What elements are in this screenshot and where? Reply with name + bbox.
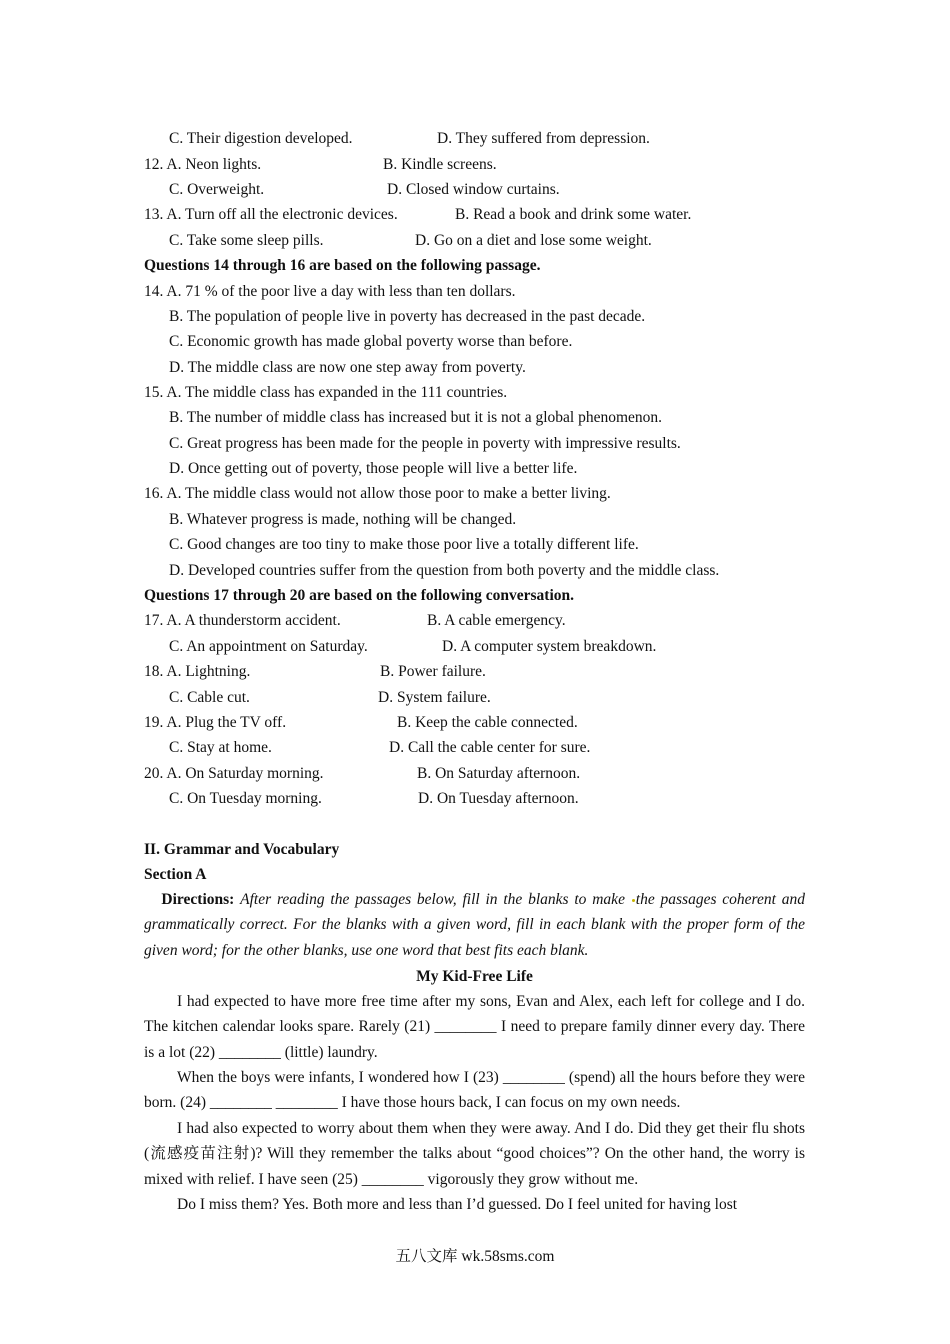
section-title-grammar-vocabulary: II. Grammar and Vocabulary bbox=[144, 841, 340, 858]
q20-option-d: D. On Tuesday afternoon. bbox=[418, 790, 579, 807]
directions-text-1: After reading the passages below, fill in the blanks to make bbox=[240, 891, 625, 908]
q17-option-c: C. An appointment on Saturday. bbox=[169, 638, 368, 655]
q13-option-a: 13. A. Turn off all the electronic devices. bbox=[144, 206, 398, 223]
q12-option-d: D. Closed window curtains. bbox=[387, 181, 560, 198]
q20-option-c: C. On Tuesday morning. bbox=[169, 790, 322, 807]
q11-option-d: D. They suffered from depression. bbox=[437, 130, 650, 147]
paragraph-2-text: When the boys were infants, I wondered how I (23) ________ (spend) all the hours before they were born. (24) ________ ________ I have those hours back, I can focus on my own needs. bbox=[144, 1069, 805, 1112]
q12-option-a: 12. A. Neon lights. bbox=[144, 156, 262, 173]
marker-dot-icon bbox=[632, 899, 635, 902]
q13-option-c: C. Take some sleep pills. bbox=[169, 232, 324, 249]
q15-option-b: B. The number of middle class has increased but it is not a global phenomenon. bbox=[169, 409, 663, 426]
passage-paragraph-1 bbox=[144, 989, 805, 1065]
q20-option-a: 20. A. On Saturday morning. bbox=[144, 765, 324, 782]
q18-option-a: 18. A. Lightning. bbox=[144, 663, 251, 680]
q19-option-d: D. Call the cable center for sure. bbox=[389, 739, 591, 756]
q12-option-c: C. Overweight. bbox=[169, 181, 265, 198]
q19-option-c: C. Stay at home. bbox=[169, 739, 272, 756]
heading-questions-14-16: Questions 14 through 16 are based on the following passage. bbox=[144, 257, 541, 274]
directions-text-2: the passages coherent and grammatically correct. For the blanks with a given word, fill in each blank with the proper form of the given word; for the other blanks, use one word that best fits each blank. bbox=[144, 891, 805, 959]
page-footer: 五八文库 wk.58sms.com bbox=[395, 1248, 555, 1265]
q15-option-d: D. Once getting out of poverty, those people will live a better life. bbox=[169, 460, 578, 477]
q20-option-b: B. On Saturday afternoon. bbox=[417, 765, 581, 782]
q16-option-b: B. Whatever progress is made, nothing will be changed. bbox=[169, 511, 517, 528]
q15-option-a: 15. A. The middle class has expanded in the 111 countries. bbox=[144, 384, 508, 401]
directions-label: Directions: bbox=[161, 891, 235, 908]
q13-option-b: B. Read a book and drink some water. bbox=[455, 206, 692, 223]
q11-option-c: C. Their digestion developed. bbox=[169, 130, 353, 147]
q16-option-a: 16. A. The middle class would not allow those poor to make a better living. bbox=[144, 485, 611, 502]
passage-paragraph-3 bbox=[144, 1116, 805, 1192]
directions-paragraph bbox=[144, 887, 805, 963]
q18-option-d: D. System failure. bbox=[378, 689, 491, 706]
q12-option-b: B. Kindle screens. bbox=[383, 156, 497, 173]
q18-option-b: B. Power failure. bbox=[380, 663, 486, 680]
paragraph-4-text: Do I miss them? Yes. Both more and less than I’d guessed. Do I feel united for having lost bbox=[177, 1196, 738, 1213]
q19-option-a: 19. A. Plug the TV off. bbox=[144, 714, 287, 731]
q13-option-d: D. Go on a diet and lose some weight. bbox=[415, 232, 652, 249]
q17-option-d: D. A computer system breakdown. bbox=[442, 638, 657, 655]
q17-option-b: B. A cable emergency. bbox=[427, 612, 566, 629]
q14-option-d: D. The middle class are now one step away from poverty. bbox=[169, 359, 526, 376]
q15-option-c: C. Great progress has been made for the people in poverty with impressive results. bbox=[169, 435, 681, 452]
paragraph-3-text: I had also expected to worry about them when they were away. And I do. Did they get their flu shots (流感疫苗注射)? Will they remember the talks about “good choices”? On the other hand, the worry is mixed with relief. I have seen (25) ________ vigorously they grow without me. bbox=[144, 1120, 805, 1188]
passage-paragraph-2 bbox=[144, 1065, 805, 1116]
q19-option-b: B. Keep the cable connected. bbox=[397, 714, 578, 731]
q14-option-a: 14. A. 71 % of the poor live a day with less than ten dollars. bbox=[144, 283, 516, 300]
heading-questions-17-20: Questions 17 through 20 are based on the following conversation. bbox=[144, 587, 575, 604]
paragraph-1-text: I had expected to have more free time after my sons, Evan and Alex, each left for college and I do. The kitchen calendar looks spare. Rarely (21) ________ I need to prepare family dinner every day. There is a lot (22) ________ (little) laundry. bbox=[144, 993, 805, 1061]
section-a-heading: Section A bbox=[144, 866, 207, 883]
q14-option-c: C. Economic growth has made global poverty worse than before. bbox=[169, 333, 573, 350]
passage-title: My Kid-Free Life bbox=[416, 968, 533, 985]
q16-option-d: D. Developed countries suffer from the question from both poverty and the middle class. bbox=[169, 562, 720, 579]
q18-option-c: C. Cable cut. bbox=[169, 689, 250, 706]
passage-paragraph-4 bbox=[144, 1192, 805, 1217]
q14-option-b: B. The population of people live in poverty has decreased in the past decade. bbox=[169, 308, 646, 325]
q16-option-c: C. Good changes are too tiny to make those poor live a totally different life. bbox=[169, 536, 639, 553]
q17-option-a: 17. A. A thunderstorm accident. bbox=[144, 612, 341, 629]
